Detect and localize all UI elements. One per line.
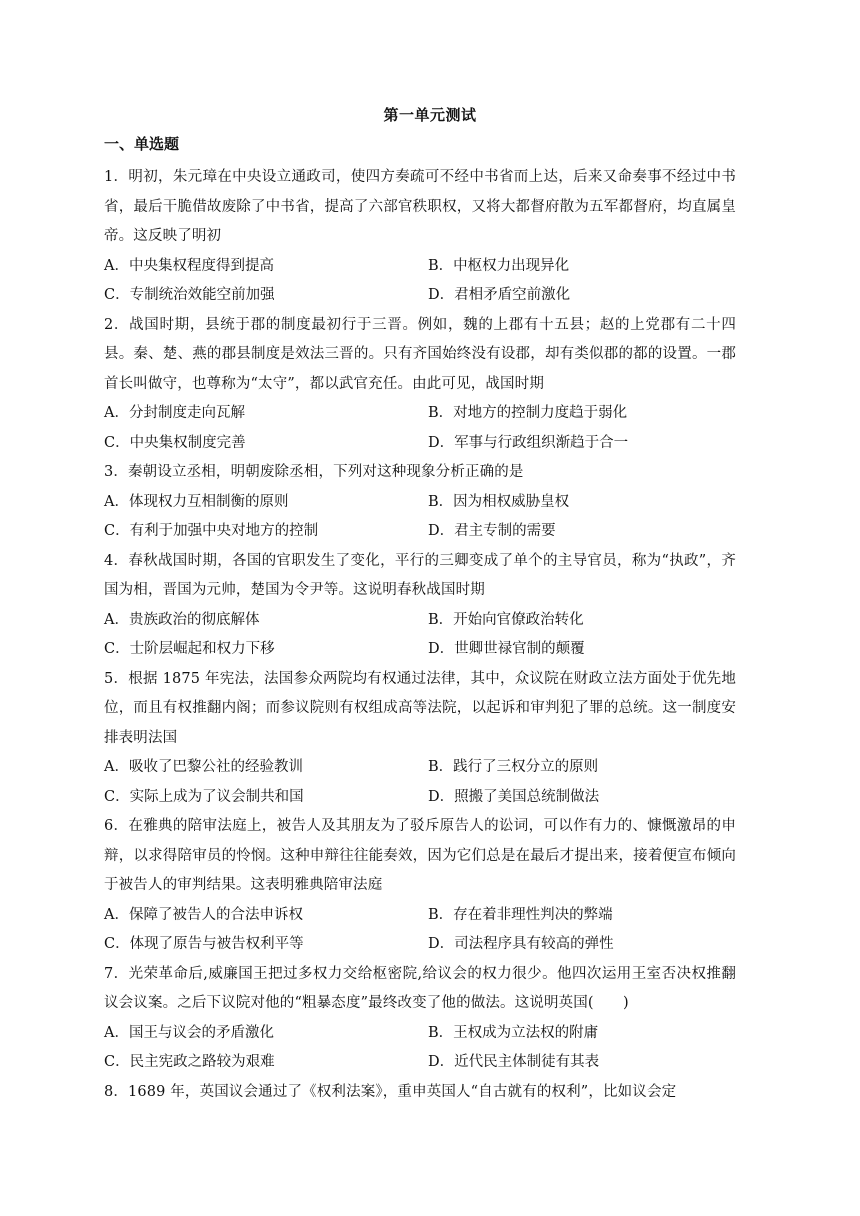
option-grid [104,488,736,547]
option-grid [104,753,736,812]
option-grid [104,1019,736,1078]
question-stem: 1．明初，朱元璋在中央设立通政司，使四方奏疏可不经中书省而上达，后来又命奏事不经过中书省，最后干脆借故废除了中书省，提高了六部官秩职权，又将大都督府散为五军都督府，均直属皇帝。这反映了明初 [104,169,736,244]
option-a: A．保障了被告人的合法申诉权 [104,906,303,923]
option-a: A．体现权力互相制衡的原则 [104,493,289,510]
question-8 [104,1078,736,1108]
option-d: D．世卿世禄官制的颠覆 [428,641,585,657]
option-b: B．开始向官僚政治转化 [428,611,584,628]
option-b: B．中枢权力出现异化 [428,257,570,274]
option-d: D．近代民主体制徒有其表 [428,1054,600,1070]
option-d: D．军事与行政组织渐趋于合一 [428,434,629,451]
option-b: B．因为相权威胁皇权 [428,493,570,510]
question-stem: 5．根据 1875 年宪法，法国参众两院均有权通过法律，其中，众议院在财政立法方面处于优先地位，而且有权推翻内阁；而参议院则有权组成高等法院，以起诉和审判犯了罪的总统。这一制度安排表明法国 [104,670,736,746]
option-c: C．中央集权制度完善 [104,434,246,451]
question-stem: 8．1689 年，英国议会通过了《权利法案》，重申英国人“自古就有的权利”，比如议会定 [104,1083,677,1100]
question-2 [104,311,736,459]
option-d: D．司法程序具有较高的弹性 [428,936,614,952]
option-a: A．国王与议会的矛盾激化 [104,1024,274,1041]
page-title: 第一单元测试 [383,106,477,124]
option-b: B．对地方的控制力度趋于弱化 [428,405,628,421]
question-7 [104,960,736,1078]
option-c: C．体现了原告与被告权利平等 [104,936,304,952]
question-3 [104,458,736,547]
question-1 [104,163,736,311]
option-grid [104,252,736,311]
question-stem: 3．秦朝设立丞相，明朝废除丞相，下列对这种现象分析正确的是 [104,464,524,480]
option-d: D．照搬了美国总统制做法 [428,788,600,805]
option-d: D．君相矛盾空前激化 [428,287,571,303]
question-stem: 6．在雅典的陪审法庭上，被告人及其朋友为了驳斥原告人的讼词，可以作有力的、慷慨激昂的申辩，以求得陪审员的怜悯。这种申辩往往能奏效，因为它们总是在最后才提出来，接着便宣布倾向于被告人的审判结果。这表明雅典陪审法庭 [104,818,736,893]
option-b: B．存在着非理性判决的弊端 [428,906,613,923]
section-heading: 一、单选题 [104,135,180,153]
question-5 [104,665,736,813]
option-b: B．王权成为立法权的附庸 [428,1024,599,1041]
option-c: C．实际上成为了议会制共和国 [104,788,304,805]
question-stem: 2．战国时期，县统于郡的制度最初行于三晋。例如，魏的上郡有十五县；赵的上党郡有二十四县。秦、楚、燕的郡县制度是效法三晋的。只有齐国始终没有设郡，却有类似郡的都的设置。一郡首长叫做守，也尊称为“太守”，都以武官充任。由此可见，战国时期 [104,316,736,392]
option-grid [104,399,736,458]
option-a: A．吸收了巴黎公社的经验教训 [104,759,303,775]
option-c: C．士阶层崛起和权力下移 [104,641,275,657]
question-stem: 4．春秋战国时期，各国的官职发生了变化，平行的三卿变成了单个的主导官员，称为“执政”，齐国为相，晋国为元帅，楚国为令尹等。这说明春秋战国时期 [104,552,736,598]
option-a: A．分封制度走向瓦解 [104,405,245,421]
option-grid [104,901,736,960]
option-c: C．专制统治效能空前加强 [104,287,275,303]
option-grid [104,606,736,665]
question-list [104,163,736,1107]
option-a: A．中央集权程度得到提高 [104,257,274,274]
question-6 [104,812,736,960]
option-c: C．有利于加强中央对地方的控制 [104,523,319,539]
question-4 [104,547,736,665]
option-d: D．君主专制的需要 [428,523,556,539]
question-stem: 7．光荣革命后,威廉国王把过多权力交给枢密院,给议会的权力很少。他四次运用王室否决权推翻议会议案。之后下议院对他的“粗暴态度”最终改变了他的做法。这说明英国( ) [104,965,736,1011]
option-c: C．民主宪政之路较为艰难 [104,1054,275,1070]
option-b: B．践行了三权分立的原则 [428,759,599,775]
option-a: A．贵族政治的彻底解体 [104,611,260,628]
